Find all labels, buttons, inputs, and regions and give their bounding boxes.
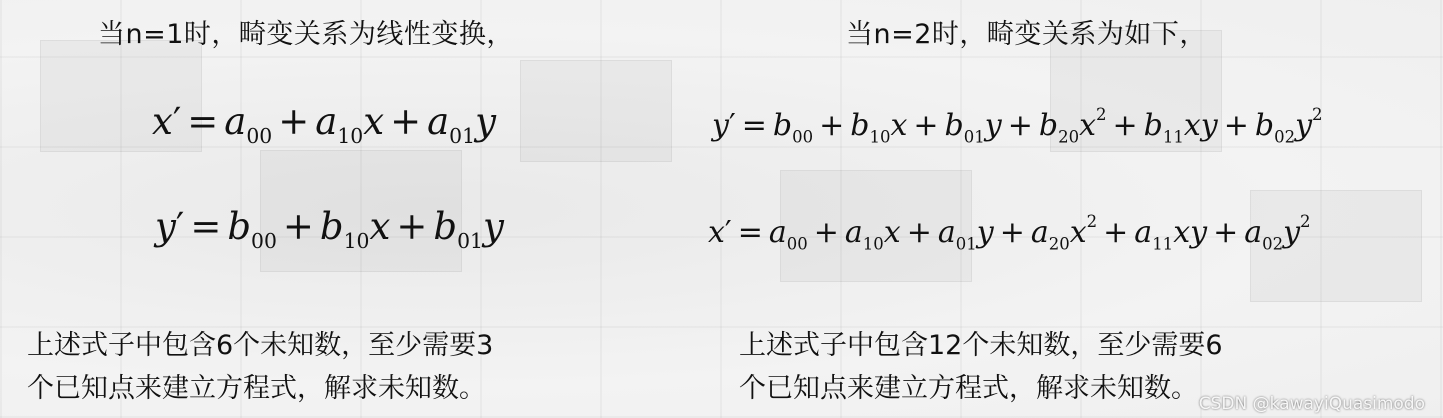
equation-y-quadratic: $y' = b_{00} + b_{10}x + b_{01}y + b_{20}x^2 + b_{11}xy + b_{02}y^2$ [712,105,1323,147]
equation-x-linear: $x' = a_{00} + a_{10}x + a_{01}y$ [152,100,496,149]
csdn-watermark: CSDN @kawayiQuasimodo [1198,394,1425,414]
quadratic-case-note [739,324,1223,410]
linear-case-heading: 当n=1时，畸变关系为线性变换， [98,19,514,50]
quadratic-case-column [708,0,1443,418]
linear-case-note [27,324,493,410]
equation-x-quadratic: $x' = a_{00} + a_{10}x + a_{01}y + a_{20}x^2 + a_{11}xy + a_{02}y^2$ [708,212,1311,254]
quadratic-note-line-1: 上述式子中包含12个未知数，至少需要6 [739,330,1223,361]
quadratic-case-heading: 当n=2时，畸变关系为如下， [846,19,1207,50]
linear-case-column [0,0,720,418]
quadratic-note-line-2: 个已知点来建立方程式，解求未知数。 [739,373,1198,404]
linear-note-line-1: 上述式子中包含6个未知数，至少需要3 [27,330,494,361]
equation-y-linear: $y' = b_{00} + b_{10}x + b_{01}y$ [155,205,504,254]
linear-note-line-2: 个已知点来建立方程式，解求未知数。 [27,373,486,404]
